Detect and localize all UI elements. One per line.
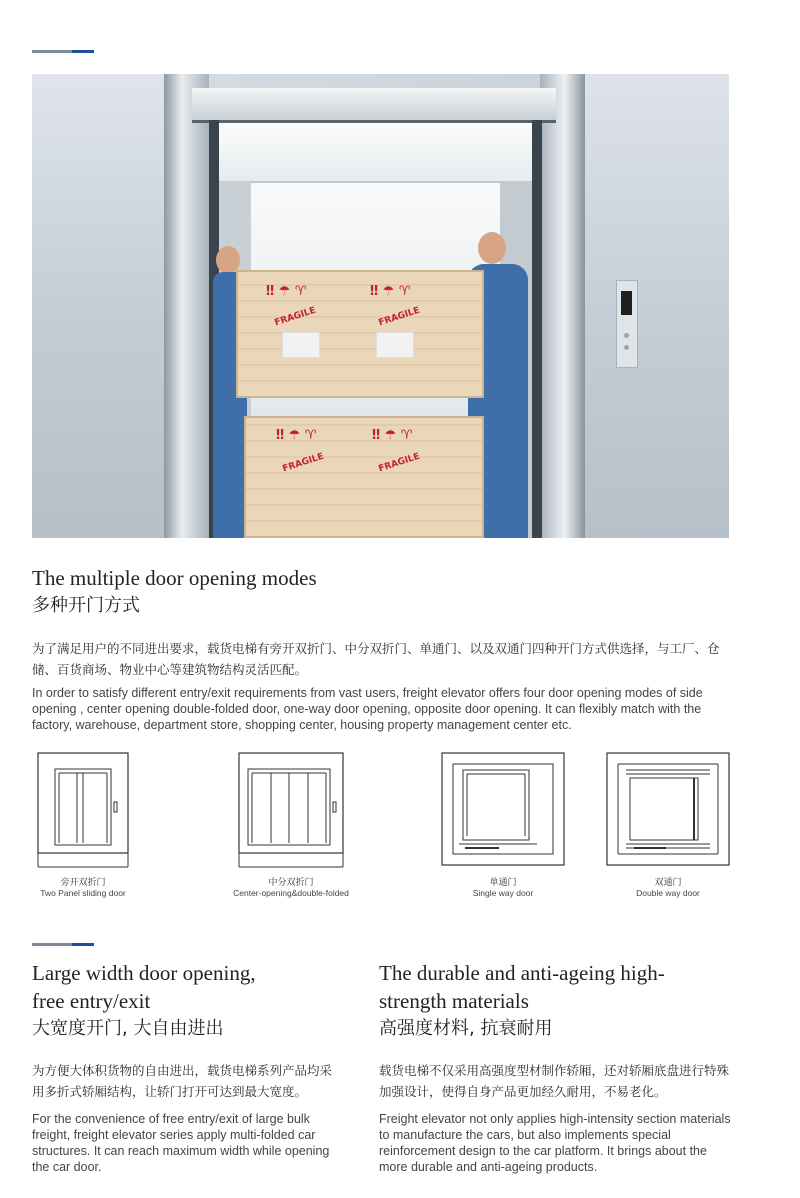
- fragile-text: FRAGILE: [273, 305, 318, 329]
- section3-title-en-line1: The durable and anti-ageing high-: [379, 961, 665, 985]
- section1-title-en: The multiple door opening modes: [32, 566, 317, 590]
- section2-title-cn: 大宽度开门, 大自由进出: [32, 1018, 224, 1039]
- section1-title-cn: 多种开门方式: [32, 595, 140, 616]
- door-label-cn: 旁开双折门: [60, 878, 106, 888]
- accent-bar-blue: [72, 943, 94, 946]
- door-label-en: Double way door: [636, 888, 700, 898]
- lobby-wall-right: [585, 74, 729, 538]
- car-operating-panel: [616, 280, 638, 368]
- car-frame-right: [532, 120, 542, 538]
- section1-body-cn: 为了满足用户的不同进出要求，载货电梯有旁开双折门、中分双折门、单通门、以及双通门四种开门方式供选择，与工厂、仓储、百货商场、物业中心等建筑物结构灵活匹配。: [32, 641, 720, 677]
- section2-body-en: For the convenience of free entry/exit of large bulk freight, freight elevator series apply multi-folded car structures. It can reach maximum width while opening the car door.: [32, 1112, 330, 1174]
- crate-label: [282, 332, 320, 358]
- fragile-symbols: ‼ ☂ ♈: [370, 284, 411, 299]
- worker-right-head: [478, 232, 506, 264]
- door-label-cn: 中分双折门: [268, 878, 314, 888]
- car-ceiling: [219, 123, 532, 183]
- door-diagram-double-way: [606, 752, 730, 868]
- section2-title-en-line1: Large width door opening,: [32, 961, 256, 985]
- fragile-symbols: ‼ ☂ ♈: [276, 428, 317, 443]
- crate-top: [236, 270, 484, 398]
- fragile-symbols: ‼ ☂ ♈: [266, 284, 307, 299]
- fragile-text: FRAGILE: [281, 451, 326, 475]
- door-jamb-left: [164, 74, 209, 538]
- section-accent-bar: [32, 943, 94, 946]
- freight-elevator-photo: [32, 74, 729, 538]
- section3-body-en: Freight elevator not only applies high-intensity section materials to manufacture the cars, but also implements special reinforcement design to the car platform. It brings about the more durable and anti-ageing products.: [379, 1112, 731, 1174]
- lobby-wall-left: [32, 74, 164, 538]
- fragile-text: FRAGILE: [377, 451, 422, 475]
- accent-bar-grey: [32, 943, 72, 946]
- fragile-symbols: ‼ ☂ ♈: [372, 428, 413, 443]
- door-diagram-center-opening: [238, 752, 344, 868]
- door-diagram-two-panel-sliding: [37, 752, 129, 868]
- door-label-cn: 双通门: [654, 878, 682, 888]
- crate-label: [376, 332, 414, 358]
- call-button: [624, 333, 629, 338]
- door-label-en: Single way door: [472, 888, 534, 898]
- top-accent-bar: [32, 50, 94, 53]
- fragile-text: FRAGILE: [377, 305, 422, 329]
- section2-title-en-line2: free entry/exit: [32, 989, 151, 1013]
- door-header: [192, 88, 556, 123]
- section2-body-cn: 为方便大体积货物的自由进出，载货电梯系列产品均采用多折式轿厢结构，让轿门打开可达到最大宽度。: [32, 1063, 333, 1099]
- section1-body-en: In order to satisfy different entry/exit requirements from vast users, freight elevator offers four door opening modes of side opening , center opening double-folded door, one-way door opening, opposite door opening. It can flexibly match with the factory, warehouse, department store, shopping center, housing property management center etc.: [32, 686, 703, 732]
- door-label-en: Two Panel sliding door: [40, 888, 126, 898]
- accent-bar-blue: [72, 50, 94, 53]
- section3-body-cn: 载货电梯不仅采用高强度型材制作轿厢，还对轿厢底盘进行特殊加强设计，使得自身产品更加经久耐用，不易老化。: [379, 1063, 730, 1099]
- crate-bottom: [244, 416, 484, 538]
- section3-title-cn: 高强度材料, 抗衰耐用: [379, 1018, 553, 1039]
- section3-title-en-line2: strength materials: [379, 989, 529, 1013]
- door-label-en: Center-opening&double-folded: [233, 888, 349, 898]
- accent-bar-grey: [32, 50, 72, 53]
- call-button: [624, 345, 629, 350]
- floor-display: [621, 291, 632, 315]
- door-jamb-right: [540, 74, 585, 538]
- door-diagram-single-way: [441, 752, 565, 868]
- door-label-cn: 单通门: [489, 878, 517, 888]
